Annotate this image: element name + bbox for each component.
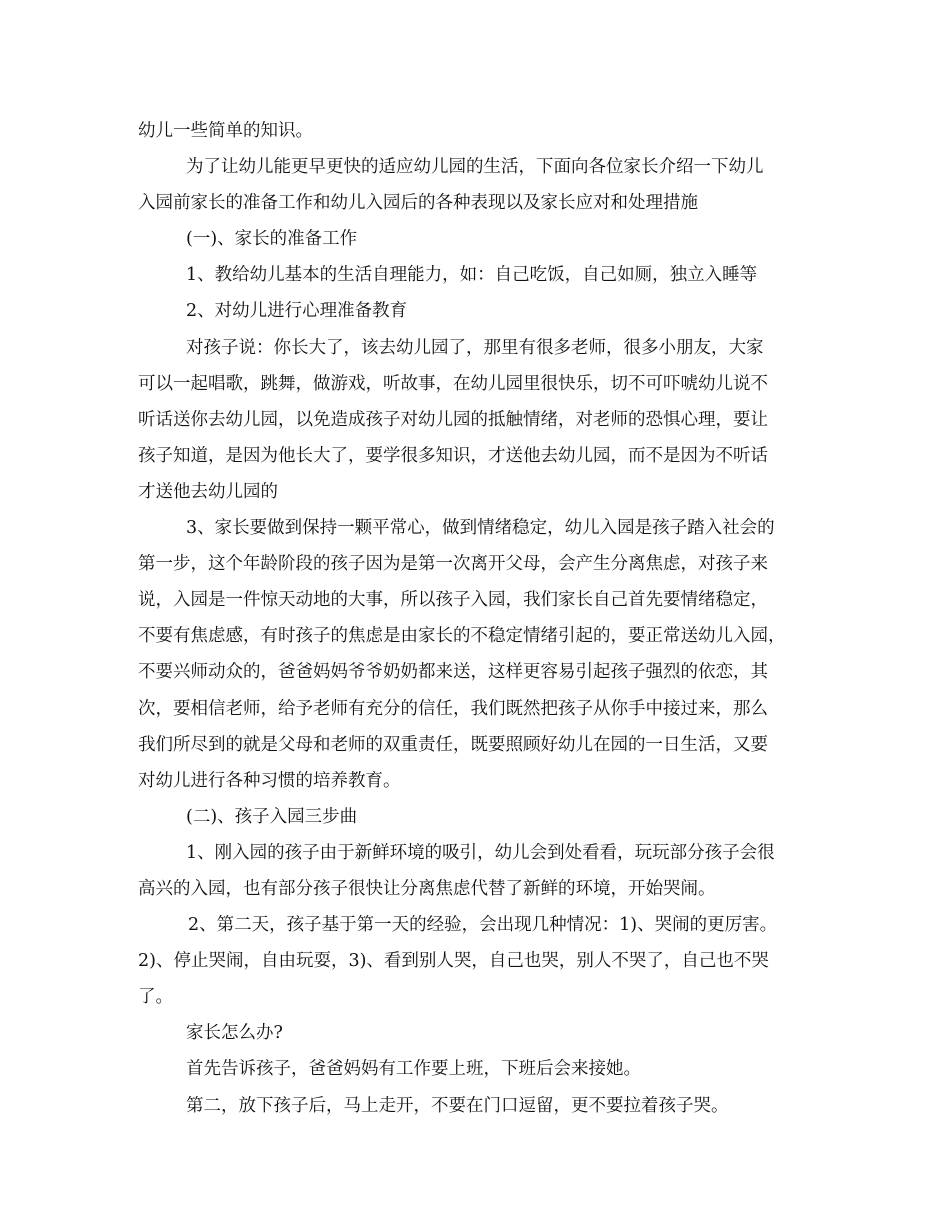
text-line: 对孩子说：你长大了，该去幼儿园了，那里有很多老师，很多小朋友，大家 <box>186 337 764 358</box>
text-line: 听话送你去幼儿园，以免造成孩子对幼儿园的抵触情绪，对老师的恐惧心理，要让 <box>138 409 768 430</box>
text-line: 孩子知道，是因为他长大了，要学很多知识，才送他去幼儿园，而不是因为不听话 <box>138 445 768 466</box>
text-line: 2、对幼儿进行心理准备教育 <box>186 301 408 322</box>
text-line: 不要兴师动众的，爸爸妈妈爷爷奶奶都来送，这样更容易引起孩子强烈的依恋，其 <box>138 662 768 683</box>
text-line: 幼儿一些简单的知识。 <box>138 121 313 141</box>
text-line: 1、刚入园的孩子由于新鲜环境的吸引，幼儿会到处看看，玩玩部分孩子会很 <box>186 842 775 863</box>
text-line: 2、第二天，孩子基于第一天的经验，会出现几种情况：1)、哭闹的更厉害。 <box>188 915 778 936</box>
text-line: 我们所尽到的就是父母和老师的双重责任，既要照顾好幼儿在园的一日生活，又要 <box>138 734 768 755</box>
text-line: 家长怎么办? <box>186 1023 283 1044</box>
section-heading: (一)、家长的准备工作 <box>186 229 358 250</box>
text-line: 次，要相信老师，给予老师有充分的信任，我们既然把孩子从你手中接过来，那么 <box>138 698 768 719</box>
text-line: 第一步，这个年龄阶段的孩子因为是第一次离开父母，会产生分离焦虑，对孩子来 <box>138 554 768 575</box>
text-line: 了。 <box>138 987 173 1008</box>
text-line: 首先告诉孩子，爸爸妈妈有工作要上班，下班后会来接她。 <box>186 1059 641 1080</box>
section-heading: (二)、孩子入园三步曲 <box>186 806 358 827</box>
text-line: 2)、停止哭闹，自由玩耍，3)、看到别人哭，自己也哭，别人不哭了，自己也不哭 <box>138 951 769 972</box>
text-line: 第二，放下孩子后，马上走开，不要在门口逗留，更不要拉着孩子哭。 <box>186 1095 729 1116</box>
text-line: 才送他去幼儿园的 <box>138 481 278 502</box>
text-line: 说，入园是一件惊天动地的大事，所以孩子入园，我们家长自己首先要情绪稳定， <box>138 590 768 611</box>
text-line: 高兴的入园，也有部分孩子很快让分离焦虑代替了新鲜的环境，开始哭闹。 <box>138 878 716 899</box>
text-line: 可以一起唱歌，跳舞，做游戏，听故事，在幼儿园里很快乐，切不可吓唬幼儿说不 <box>138 373 768 394</box>
text-line: 3、家长要做到保持一颗平常心，做到情绪稳定，幼儿入园是孩子踏入社会的 <box>186 518 775 539</box>
text-line: 对幼儿进行各种习惯的培养教育。 <box>138 770 401 791</box>
text-line: 1、教给幼儿基本的生活自理能力，如：自己吃饭，自己如厕，独立入睡等 <box>186 265 758 286</box>
text-line: 入园前家长的准备工作和幼儿入园后的各种表现以及家长应对和处理措施 <box>138 193 698 214</box>
text-line: 为了让幼儿能更早更快的适应幼儿园的生活，下面向各位家长介绍一下幼儿 <box>186 157 764 178</box>
text-line: 不要有焦虑感，有时孩子的焦虑是由家长的不稳定情绪引起的，要正常送幼儿入园， <box>138 626 786 647</box>
